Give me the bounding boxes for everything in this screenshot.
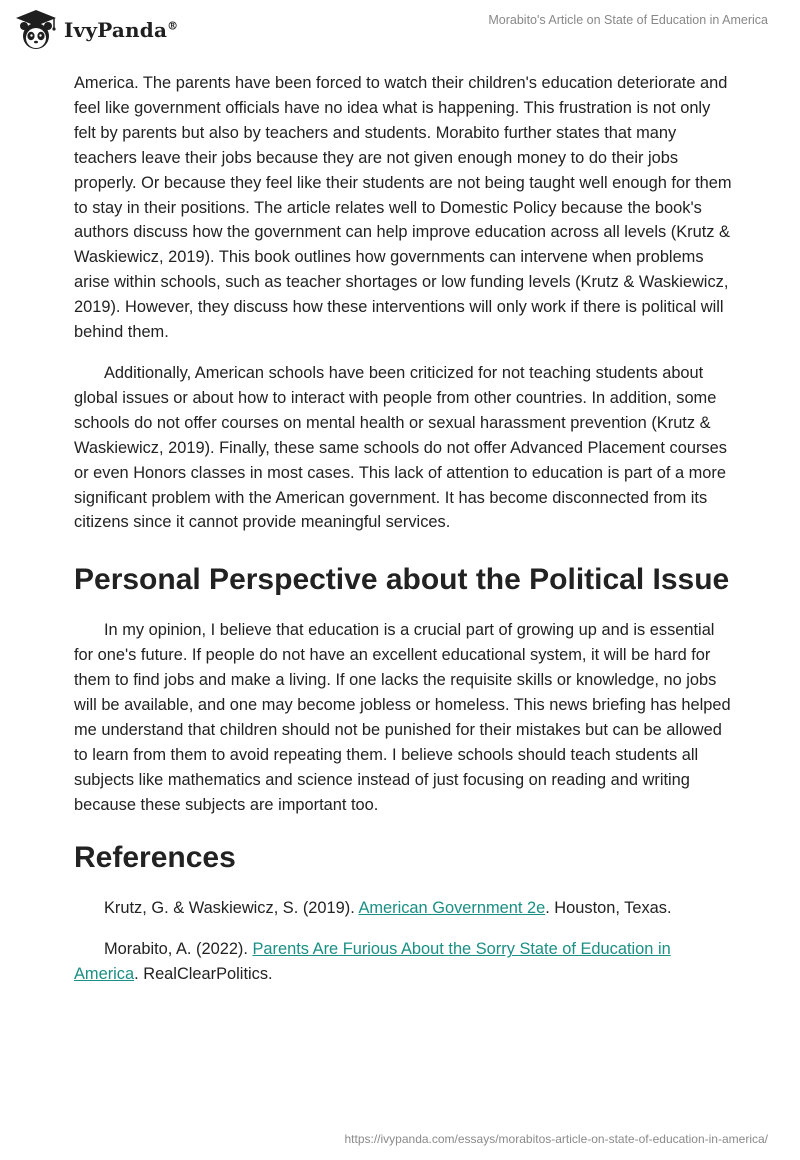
paragraph-2: Additionally, American schools have been criticized for not teaching students about global issues or about how to interact with people from other countries. In addition, some schools do not offer courses on mental health or sexual harassment prevention (Krutz & Waskiewicz, 2019). Finally, these same schools do not offer Advanced Placement courses or even Honors classes in most cases. This lack of attention to education is part of a more significant problem with the American government. It has become disconnected from its citizens since it cannot provide meaningful services.: [74, 363, 727, 532]
reference-item: Krutz, G. & Waskiewicz, S. (2019). American Government 2e. Houston, Texas.: [104, 898, 672, 917]
page-header: [0, 0, 800, 60]
paragraph-perspective: In my opinion, I believe that education is a crucial part of growing up and is essential for one's future. If people do not have an excellent educational system, it will be hard for them to find jobs and make a living. If one lacks the requisite skills or knowledge, no jobs will be available, and one may become jobless or homeless. This news briefing has helped me understand that children should not be punished for their mistakes but can be allowed to learn from them to avoid repeating them. I believe schools should teach students all subjects like mathematics and science instead of just focusing on reading and writing because these subjects are important too.: [74, 621, 731, 814]
section-heading-perspective: Personal Perspective about the Political Issue: [74, 563, 730, 597]
registered-mark: ®: [167, 19, 179, 33]
article-body: [74, 71, 734, 987]
reference-link-parents-are-furious[interactable]: Parents Are Furious About the Sorry State of Education in America: [74, 940, 671, 984]
panda-graduate-icon: [14, 8, 58, 52]
reference-item: Morabito, A. (2022). Parents Are Furious About the Sorry State of Education in America. RealClearPolitics.: [74, 940, 671, 984]
document-title: Morabito's Article on State of Education in America: [488, 13, 768, 27]
paragraph-1: America. The parents have been forced to watch their children's education deteriorate and feel like government officials have no idea what is happening. This frustration is not only felt by parents but also by teachers and students. Morabito further states that many teachers leave their jobs because they are not given enough money to do their jobs properly. Or because they feel like their students are not being taught well enough for them to stay in their positions. The article relates well to Domestic Policy because the book's authors discuss how the government can help improve education across all levels (Krutz & Waskiewicz, 2019). This book outlines how governments can intervene when problems arise within schools, such as teacher shortages or low funding levels (Krutz & Waskiewicz, 2019). However, they discuss how these interventions will only work if there is political will behind them.: [74, 74, 732, 342]
section-heading-references: References: [74, 840, 236, 874]
footer-source-url[interactable]: https://ivypanda.com/essays/morabitos-article-on-state-of-education-in-america/: [344, 1132, 768, 1146]
brand-name: IvyPanda®: [64, 18, 179, 42]
reference-link-american-government[interactable]: American Government 2e: [358, 898, 546, 917]
brand-logo[interactable]: [14, 8, 178, 52]
